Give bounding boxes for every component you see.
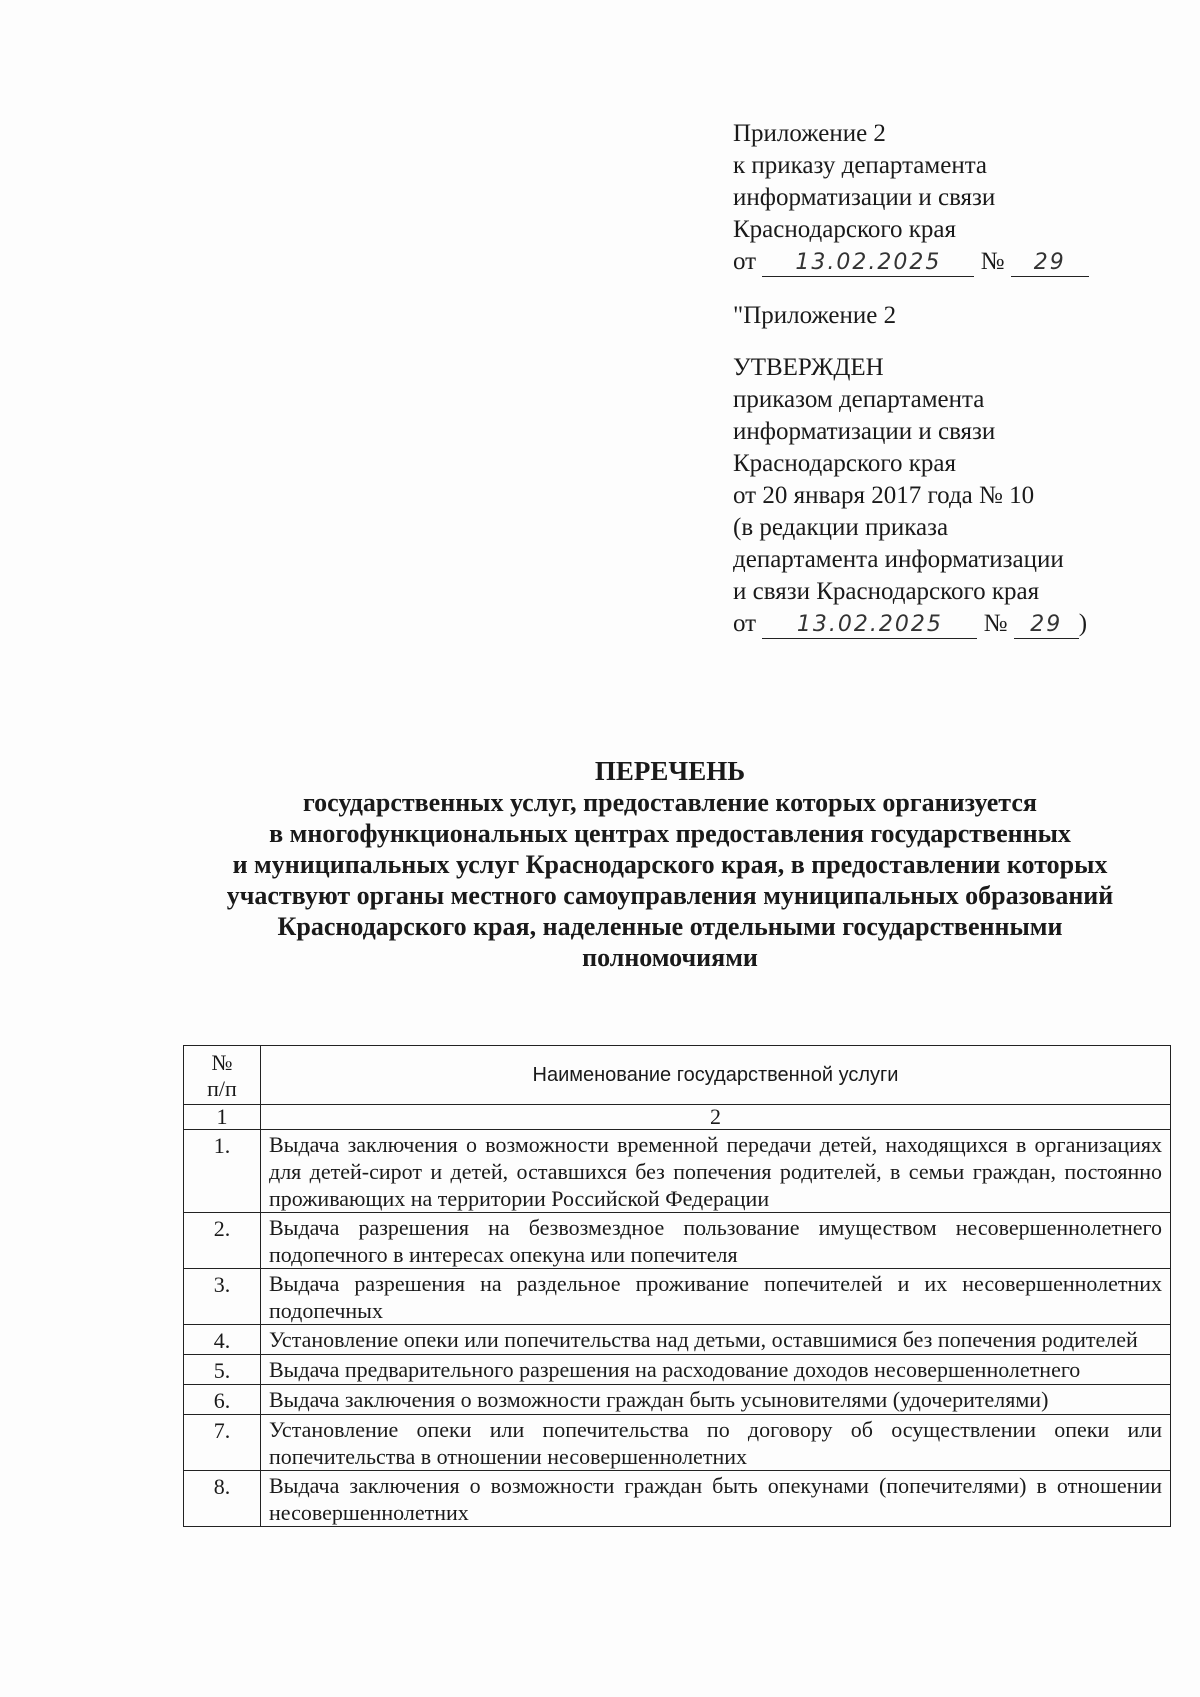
header-number-cell: [184, 1046, 261, 1105]
appendix-order-line-2: информатизации и связи: [733, 184, 996, 211]
prior-appendix-number: 29: [1030, 612, 1063, 637]
appendix-order-line-3: Краснодарского края: [733, 216, 956, 243]
prior-appendix-from-prefix: от: [733, 610, 757, 637]
row-number: 5.: [184, 1355, 261, 1385]
appendix-order-line-1: к приказу департамента: [733, 152, 988, 179]
appendix-label: Приложение 2: [733, 120, 886, 147]
title-line-6: полномочиями: [582, 943, 758, 972]
column-index-1: 1: [184, 1105, 261, 1130]
header-number-sign: №: [211, 1050, 233, 1075]
service-name: Выдача разрешения на раздельное проживание попечителей и их несовершеннолетних подопечных: [261, 1269, 1171, 1325]
title-line-2: в многофункциональных центрах предоставления государственных: [269, 819, 1071, 848]
services-table: [183, 1045, 1171, 1527]
title-line-5: Краснодарского края, наделенные отдельными государственными: [277, 912, 1063, 941]
prior-appendix-number-field: [1014, 611, 1079, 639]
title-line-3: и муниципальных услуг Краснодарского края, в предоставлении которых: [232, 850, 1108, 879]
appendix-header: [733, 118, 1153, 640]
appendix-number: 29: [1033, 250, 1066, 275]
appendix-number-sign: №: [980, 248, 1005, 275]
appendix-date: 13.02.2025: [795, 250, 942, 275]
prior-appendix-line-3: Краснодарского края: [733, 450, 956, 477]
table-body: [184, 1130, 1171, 1527]
column-index-2: 2: [261, 1105, 1171, 1130]
table-header-row: [184, 1046, 1171, 1105]
row-number: 3.: [184, 1269, 261, 1325]
appendix-number-field: [1011, 249, 1089, 277]
prior-appendix-line-4: от 20 января 2017 года № 10: [733, 482, 1035, 509]
service-name: Выдача заключения о возможности граждан быть опекунами (попечителями) в отношении несовершеннолетних: [261, 1471, 1171, 1527]
prior-appendix-line-7: и связи Краснодарского края: [733, 578, 1040, 605]
prior-appendix-line-2: информатизации и связи: [733, 418, 996, 445]
header-number-label: п/п: [207, 1076, 237, 1101]
prior-appendix-date-line: [733, 608, 1153, 640]
row-number: 1.: [184, 1130, 261, 1213]
service-name: Установление опеки или попечительства над детьми, оставшимися без попечения родителей: [261, 1325, 1171, 1355]
appendix-from-prefix: от: [733, 248, 757, 275]
prior-appendix-closing: ): [1078, 610, 1088, 637]
service-name: Выдача предварительного разрешения на расходование доходов несовершеннолетнего: [261, 1355, 1171, 1385]
table-row: [184, 1471, 1171, 1527]
prior-appendix-date-field: [762, 611, 977, 639]
table-row: [184, 1325, 1171, 1355]
row-number: 8.: [184, 1471, 261, 1527]
service-name: Установление опеки или попечительства по договору об осуществлении опеки или попечительства в отношении несовершеннолетних: [261, 1415, 1171, 1471]
service-name: Выдача разрешения на безвозмездное пользование имуществом несовершеннолетнего подопечного в интересах опекуна или попечителя: [261, 1213, 1171, 1269]
table-row: [184, 1269, 1171, 1325]
title-line-4: участвуют органы местного самоуправления муниципальных образований: [226, 881, 1114, 910]
service-name: Выдача заключения о возможности граждан быть усыновителями (удочерителями): [261, 1385, 1171, 1415]
header-service-name: Наименование государственной услуги: [261, 1046, 1171, 1105]
row-number: 2.: [184, 1213, 261, 1269]
prior-appendix-line-6: департамента информатизации: [733, 546, 1064, 573]
prior-appendix-date: 13.02.2025: [796, 612, 943, 637]
table-row: [184, 1213, 1171, 1269]
document-title: [150, 756, 1190, 973]
row-number: 4.: [184, 1325, 261, 1355]
row-number: 7.: [184, 1415, 261, 1471]
prior-appendix-line-5: (в редакции приказа: [733, 514, 949, 541]
column-index-row: [184, 1105, 1171, 1130]
appendix-date-line: [733, 246, 1153, 278]
approved-label: УТВЕРЖДЕН: [733, 354, 884, 381]
table-row: [184, 1355, 1171, 1385]
row-number: 6.: [184, 1385, 261, 1415]
prior-appendix-line-1: приказом департамента: [733, 386, 985, 413]
prior-appendix-number-sign: №: [983, 610, 1008, 637]
title-line-1: государственных услуг, предоставление которых организуется: [303, 788, 1037, 817]
appendix-date-field: [762, 249, 974, 277]
prior-appendix-label: "Приложение 2: [733, 302, 897, 329]
service-name: Выдача заключения о возможности временной передачи детей, находящихся в организациях для детей-сирот и детей, оставшихся без попечения родителей, в семьи граждан, постоянно проживающих на территории Российской Федерации: [261, 1130, 1171, 1213]
title-heading: ПЕРЕЧЕНЬ: [594, 756, 746, 786]
table-row: [184, 1130, 1171, 1213]
table-row: [184, 1385, 1171, 1415]
table-row: [184, 1415, 1171, 1471]
